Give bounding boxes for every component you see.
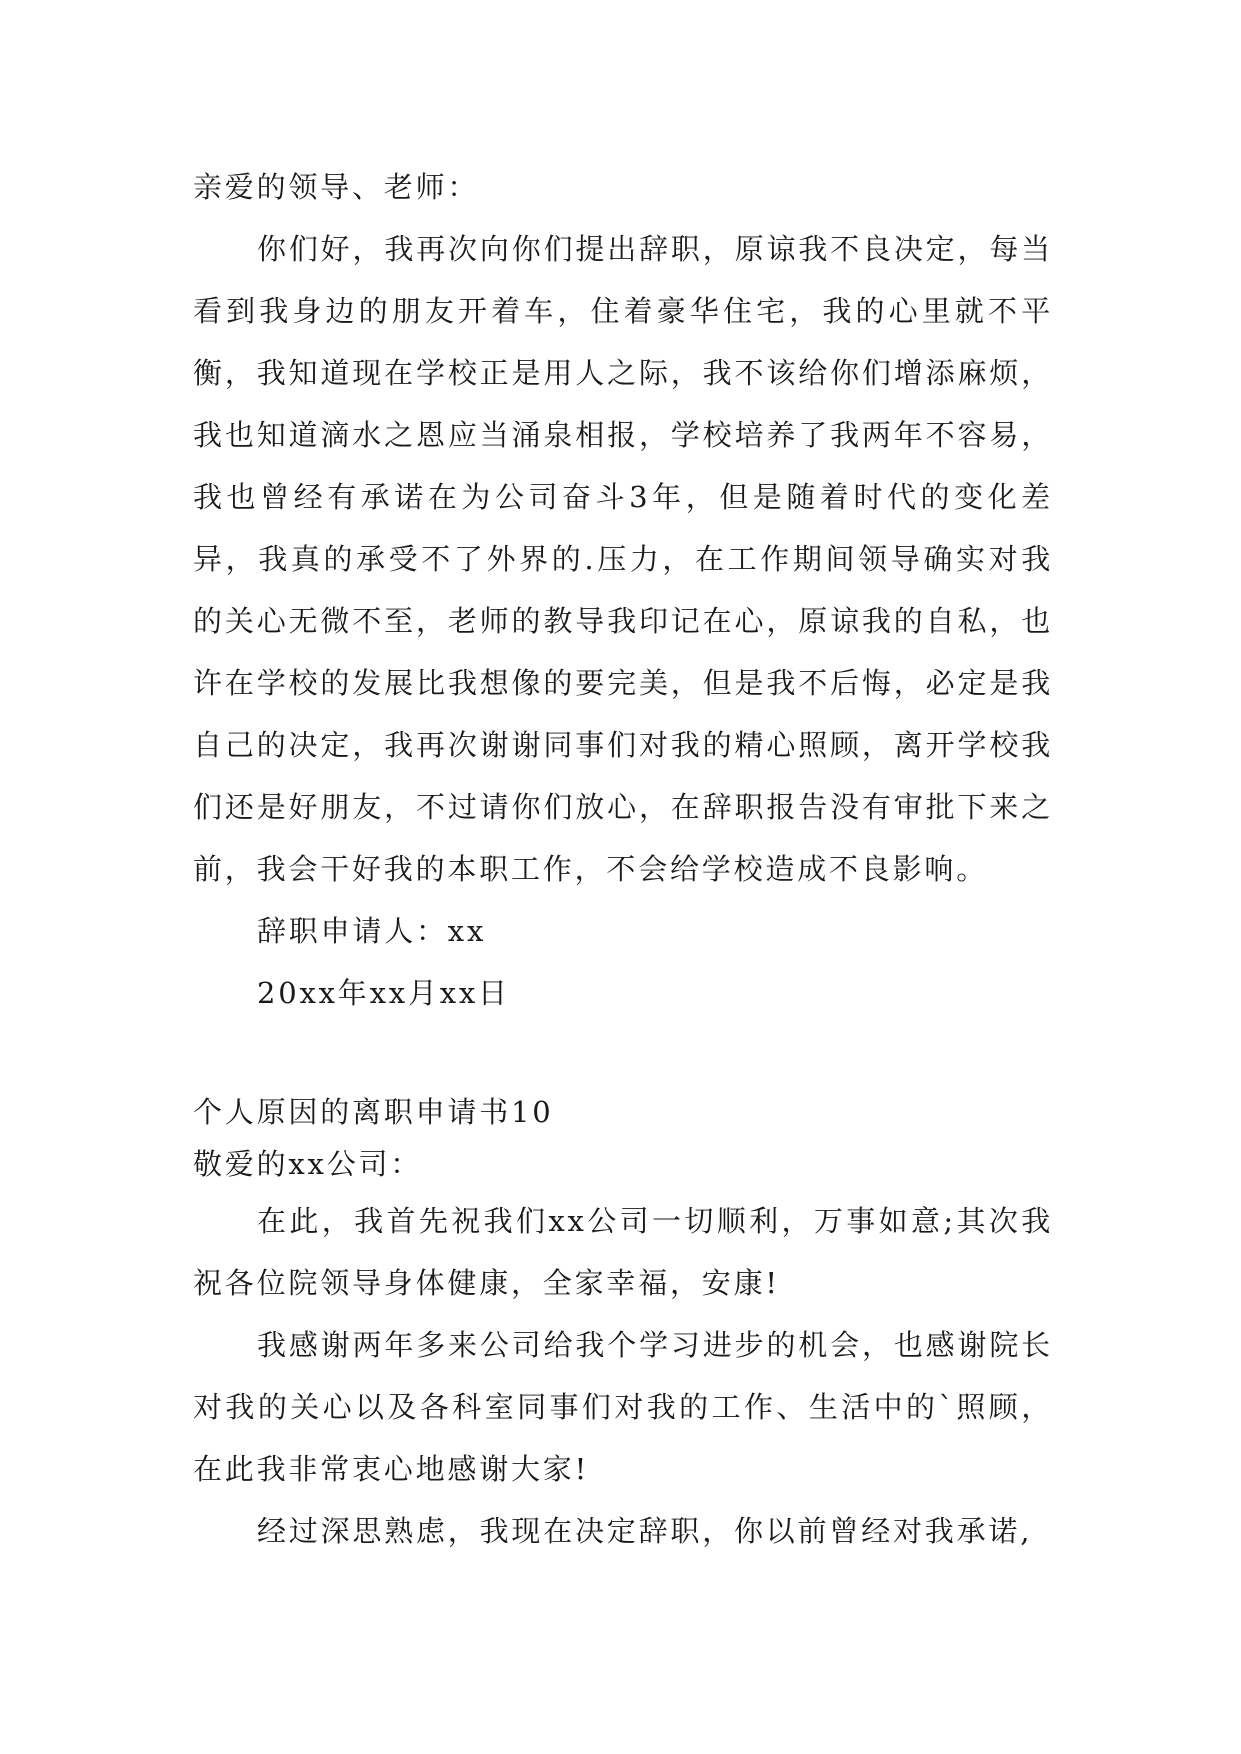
- letter2-paragraph: 我感谢两年多来公司给我个学习进步的机会，也感谢院长对我的关心以及各科室同事们对我的工作、生活中的`照顾，在此我非常衷心地感谢大家!: [193, 1328, 1053, 1486]
- letter2-paragraph: 在此，我首先祝我们xx公司一切顺利，万事如意;其次我祝各位院领导身体健康，全家幸福，安康!: [193, 1204, 1053, 1300]
- letter1-signer: 辞职申请人：xx: [257, 914, 487, 948]
- letter2-salutation: 敬爱的xx公司：: [193, 1147, 423, 1181]
- letter2-paragraph: 经过深思熟虑，我现在决定辞职，你以前曾经对我承诺,: [257, 1514, 1033, 1548]
- document-page: [193, 156, 1053, 1562]
- section-spacer: [193, 1024, 1053, 1086]
- letter2-title: 个人原因的离职申请书10: [193, 1095, 554, 1129]
- letter1-body: 你们好，我再次向你们提出辞职，原谅我不良决定，每当看到我身边的朋友开着车，住着豪华住宅，我的心里就不平衡，我知道现在学校正是用人之际，我不该给你们增添麻烦，我也知道滴水之恩应当涌泉相报，学校培养了我两年不容易，我也曾经有承诺在为公司奋斗3年，但是随着时代的变化差异，我真的承受不了外界的.压力，在工作期间领导确实对我的关心无微不至，老师的教导我印记在心，原谅我的自私，也许在学校的发展比我想像的要完美，但是我不后悔，必定是我自己的决定，我再次谢谢同事们对我的精心照顾，离开学校我们还是好朋友，不过请你们放心，在辞职报告没有审批下来之前，我会干好我的本职工作，不会给学校造成不良影响。: [193, 232, 1053, 886]
- letter1-salutation: 亲爱的领导、老师：: [193, 170, 480, 204]
- letter1-date: 20xx年xx月xx日: [257, 976, 510, 1010]
